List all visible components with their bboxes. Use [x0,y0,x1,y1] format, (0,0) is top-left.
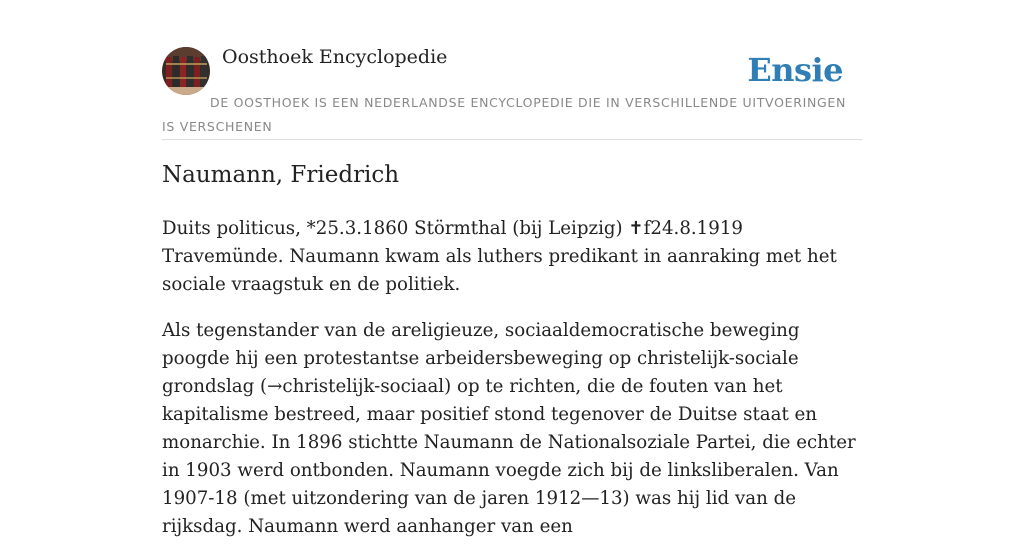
site-name[interactable]: Oosthoek Encyclopedie [222,46,448,68]
avatar-image [162,47,210,95]
brand-logo[interactable]: Ensie [747,51,843,89]
encyclopedia-books-icon[interactable] [162,47,210,95]
article-title: Naumann, Friedrich [162,162,400,188]
article-paragraph: Als tegenstander van de areligieuze, sociaaldemocratische beweging poogde hij een protestantse arbeidersbeweging op christelijk-sociale grondslag (→christelijk-sociaal) op te richten, die de fouten van het kapitalisme bestreed, maar positief stond tegenover de Duitse staat en monarchie. In 1896 stichtte Naumann de Nationalsoziale Partei, die echter in 1903 werd ontbonden. Naumann voegde zich bij de linksliberalen. Van 1907-18 (met uitzondering van de jaren 1912—13) was hij lid van de rijksdag. Naumann werd aanhanger van een [162,320,856,537]
article-body [162,215,862,559]
header-divider [162,139,862,140]
article-paragraph: Duits politicus, *25.3.1860 Störmthal (bij Leipzig) ✝f24.8.1919 Travemünde. Naumann kwam als luthers predikant in aanraking met het sociale vraagstuk en de politiek. [162,218,837,295]
site-tagline: DE OOSTHOEK IS EEN NEDERLANDSE ENCYCLOPEDIE DIE IN VERSCHILLENDE UITVOERINGEN IS VERSCHENEN [162,95,847,134]
